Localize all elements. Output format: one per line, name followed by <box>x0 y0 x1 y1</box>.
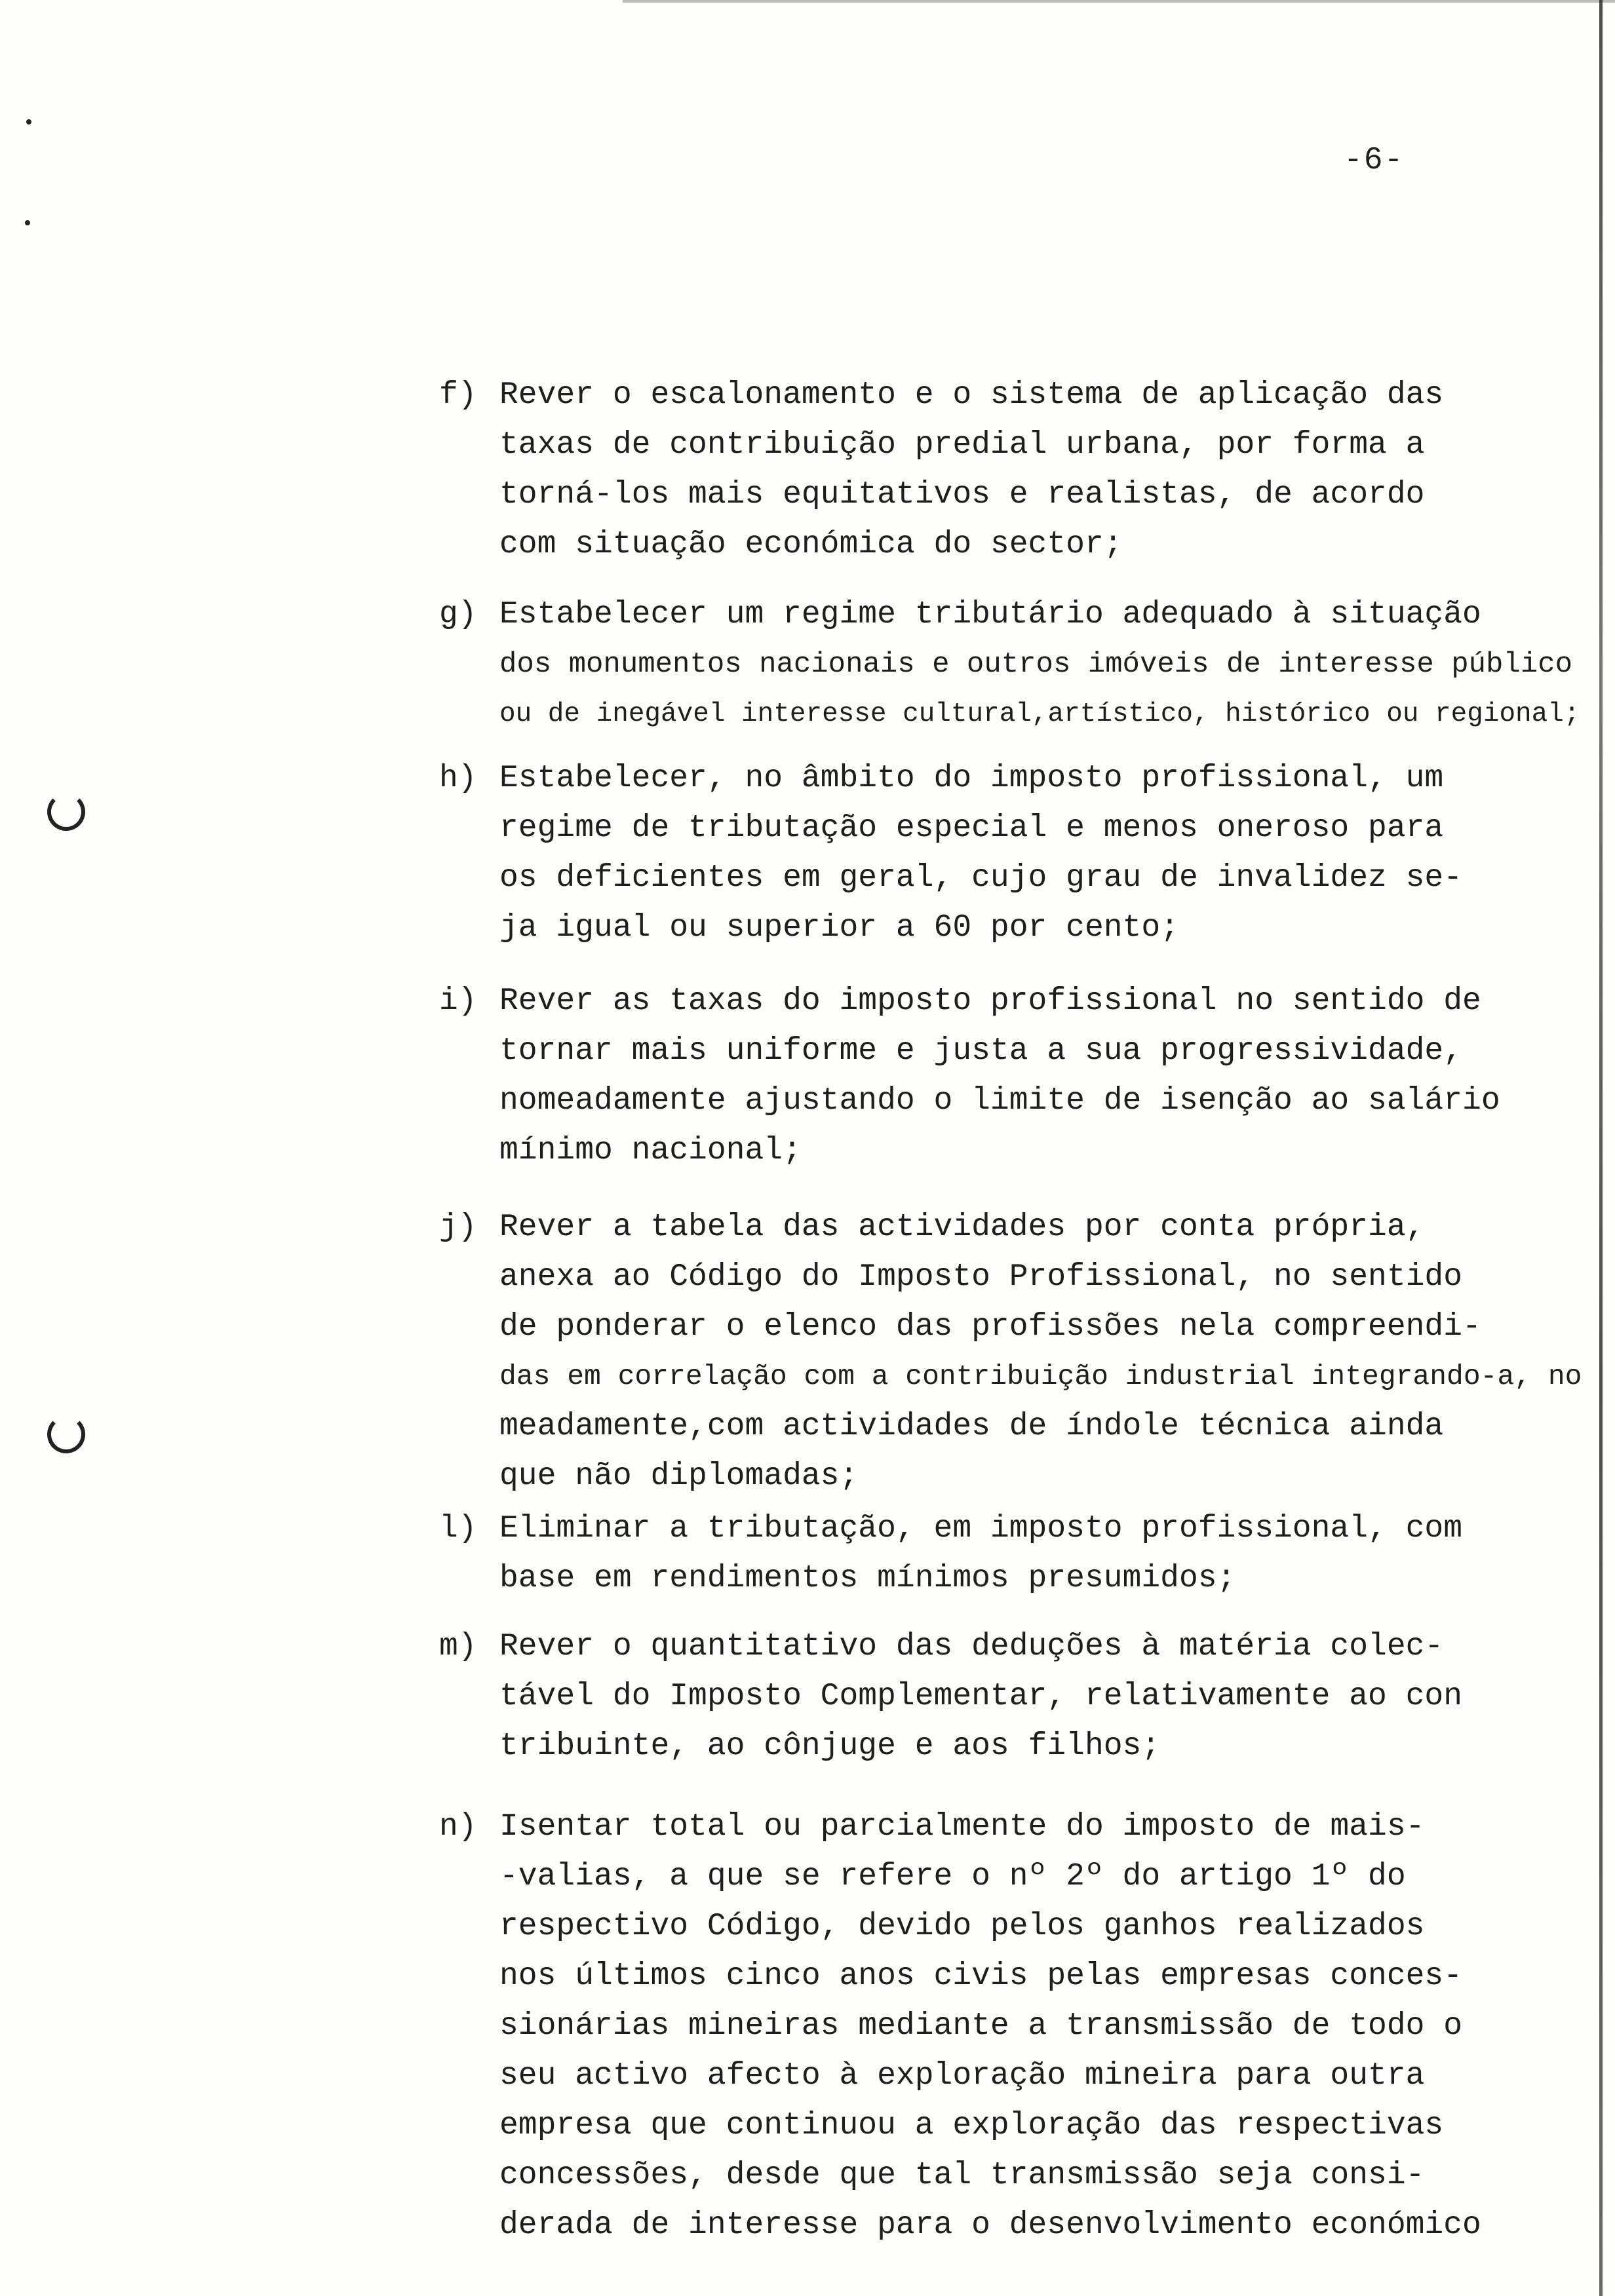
scan-binding-edge <box>1599 0 1603 2296</box>
item-text-line: que não diplomadas; <box>499 1459 859 1494</box>
item-text-line: dos monumentos nacionais e outros imóveis de interesse público <box>499 648 1573 681</box>
scan-speck <box>26 119 31 124</box>
item-label: l) <box>439 1511 477 1546</box>
item-text-line: sionárias mineiras mediante a transmissão de todo o <box>499 2008 1463 2044</box>
item-text-line: Eliminar a tributação, em imposto profissional, com <box>499 1511 1463 1546</box>
scan-speck <box>25 220 30 225</box>
item-text-line: -valias, a que se refere o nº 2º do artigo 1º do <box>499 1859 1406 1894</box>
item-text-line: Rever o quantitativo das deduções à matéria colec- <box>499 1629 1444 1664</box>
item-text-line: seu activo afecto à exploração mineira para outra <box>499 2058 1425 2094</box>
item-text-line: respectivo Código, devido pelos ganhos realizados <box>499 1909 1425 1944</box>
item-text-line: ou de inegável interesse cultural,artístico, histórico ou regional; <box>499 699 1580 729</box>
item-text-line: torná-los mais equitativos e realistas, de acordo <box>499 477 1425 512</box>
item-text-line: Estabelecer um regime tributário adequado à situação <box>499 597 1481 632</box>
item-text-line: meadamente,com actividades de índole técnica ainda <box>499 1409 1444 1444</box>
item-text-line: mínimo nacional; <box>499 1133 802 1168</box>
item-text-line: anexa ao Código do Imposto Profissional, no sentido <box>499 1259 1463 1295</box>
item-label: n) <box>439 1809 477 1845</box>
item-label: g) <box>439 597 477 632</box>
item-text-line: Rever a tabela das actividades por conta própria, <box>499 1210 1425 1245</box>
item-text-line: nos últimos cinco anos civis pelas empresas conces- <box>499 1959 1463 1994</box>
item-text-line: Rever o escalonamento e o sistema de aplicação das <box>499 377 1444 413</box>
item-label: j) <box>439 1210 477 1245</box>
item-text-line: Estabelecer, no âmbito do imposto profissional, um <box>499 761 1444 796</box>
item-text-line: taxas de contribuição predial urbana, por forma a <box>499 427 1425 463</box>
scan-top-edge <box>623 0 1615 3</box>
item-label: m) <box>439 1629 477 1664</box>
item-text-line: base em rendimentos mínimos presumidos; <box>499 1561 1236 1596</box>
item-text-line: regime de tributação especial e menos oneroso para <box>499 811 1444 846</box>
item-text-line: concessões, desde que tal transmissão seja consi- <box>499 2158 1425 2193</box>
item-text-line: tribuinte, ao cônjuge e aos filhos; <box>499 1729 1161 1764</box>
item-text-line: tornar mais uniforme e justa a sua progressividade, <box>499 1033 1463 1069</box>
item-label: i) <box>439 984 477 1019</box>
item-text-line: derada de interesse para o desenvolvimento económico <box>499 2208 1481 2243</box>
item-text-line: empresa que continuou a exploração das respectivas <box>499 2108 1444 2143</box>
item-label: f) <box>439 377 477 413</box>
item-text-line: com situação económica do sector; <box>499 527 1123 562</box>
item-text-line: Rever as taxas do imposto profissional no sentido de <box>499 984 1481 1019</box>
item-text-line: ja igual ou superior a 60 por cento; <box>499 910 1179 946</box>
item-label: h) <box>439 761 477 796</box>
item-text-line: das em correlação com a contribuição industrial integrando-a, no <box>499 1360 1582 1392</box>
punch-hole-upper <box>47 793 85 831</box>
page-number: -6- <box>1344 143 1405 178</box>
punch-hole-lower <box>47 1415 85 1453</box>
item-text-line: de ponderar o elenco das profissões nela compreendi- <box>499 1309 1481 1345</box>
item-text-line: os deficientes em geral, cujo grau de invalidez se- <box>499 860 1463 896</box>
item-text-line: nomeadamente ajustando o limite de isenção ao salário <box>499 1083 1500 1119</box>
item-text-line: tável do Imposto Complementar, relativamente ao con <box>499 1679 1463 1714</box>
item-text-line: Isentar total ou parcialmente do imposto de mais- <box>499 1809 1425 1845</box>
